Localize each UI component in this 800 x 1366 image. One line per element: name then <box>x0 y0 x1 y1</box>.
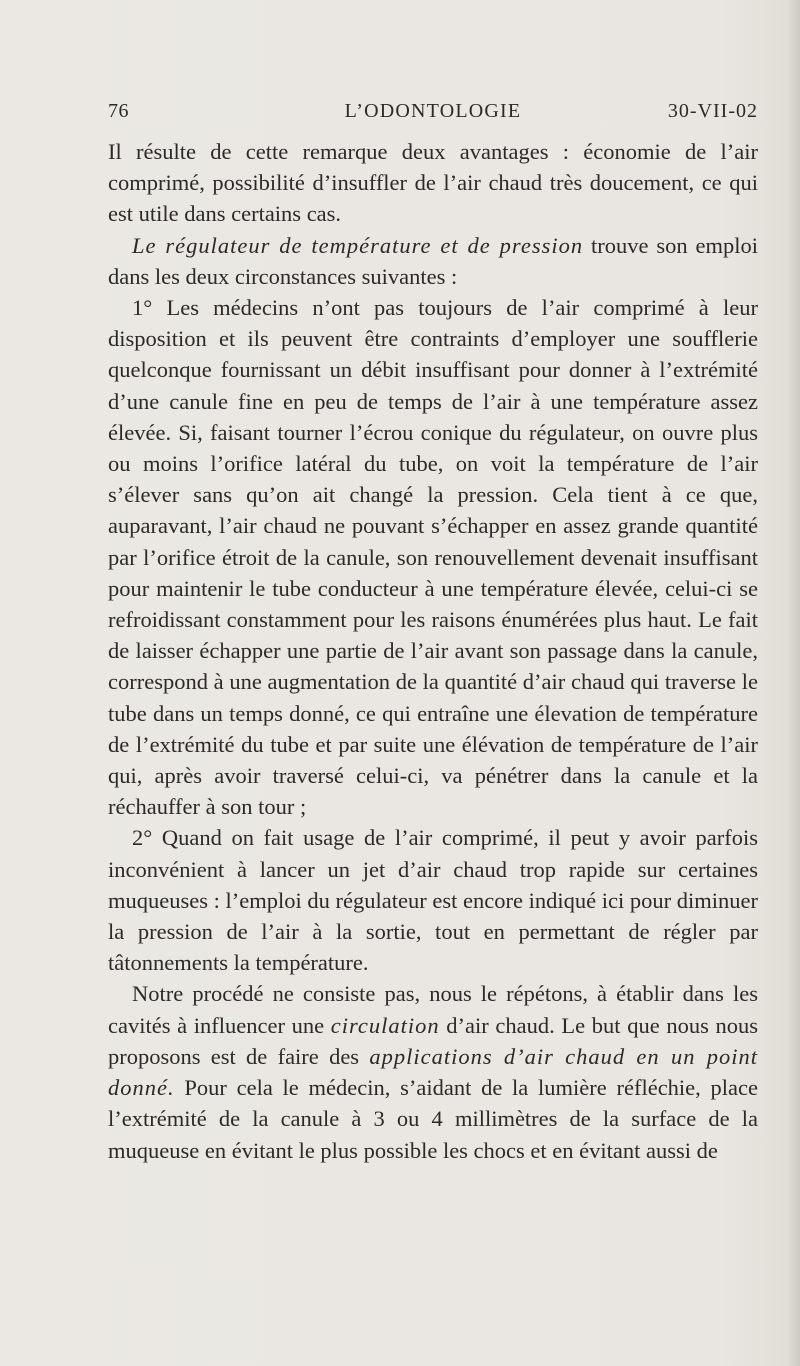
italic-segment: circulation <box>330 1012 440 1038</box>
issue-date: 30-VII-02 <box>667 100 758 122</box>
italic-segment: applications d’air chaud en un point donné. <box>108 1043 758 1101</box>
journal-title: L’ODONTOLOGIE <box>344 100 522 122</box>
text-segment: d’air chaud. Le but que nous nous proposons est de faire des <box>108 1012 759 1069</box>
paragraph-case-2 <box>108 822 758 978</box>
text-segment: 1° Les médecins n’ont pas toujours de l’air comprimé à leur disposition et ils peuvent être contraints d’employer une soufflerie quelconque fournissant un débit insuffisant pour donner à l’extrémité d’une canule fine en peu de temps de l’air à une température assez élevée. Si, faisant tourner l’écrou conique du régulateur, on ouvre plus ou moins l’orifice latéral du tube, on voit la température de l’air s’élever sans qu’on ait changé la pression. Cela tient à ce que, auparavant, l’air chaud ne pouvant s’échapper en assez grande quantité par l’orifice étroit de la canule, son renouvellement devenait insuffisant pour maintenir le tube conducteur à une température élevée, celui-ci se refroidissant constamment pour les raisons énumérées plus haut. Le fait de laisser échapper une partie de l’air avant son passage dans la canule, correspond à une augmentation de la quantité d’air chaud qui traverse le tube dans un temps donné, ce qui entraîne une élevation de température de l’extrémité du tube et par suite une élévation de température de l’air qui, après avoir traversé celui-ci, va pénétrer dans la canule et la réchauffer à son tour ; <box>108 295 758 820</box>
text-segment: trouve son emploi dans les deux circonstances suivantes : <box>108 232 758 289</box>
running-head <box>108 100 758 130</box>
text-segment: Pour cela le médecin, s’aidant de la lumière réfléchie, place l’extrémité de la canule à 3 ou 4 millimètres de la surface de la muqueuse en évitant le plus possible les chocs et en évitant aussi de <box>108 1075 758 1163</box>
text-segment: Il résulte de cette remarque deux avantages : économie de l’air comprimé, possibilité d’insuffler de l’air chaud très doucement, ce qui est utile dans certains cas. <box>108 139 758 227</box>
paragraph-continuation <box>108 136 758 230</box>
page-number: 76 <box>108 100 129 122</box>
paragraph-regulator-intro <box>108 230 758 292</box>
text-segment: Notre procédé ne consiste pas, nous le répétons, à établir dans les cavités à influencer une <box>108 981 758 1038</box>
page-edge-shadow <box>786 0 800 1366</box>
paragraph-case-1 <box>108 292 758 822</box>
paragraph-procedure <box>108 978 758 1165</box>
text-segment: 2° Quand on fait usage de l’air comprimé, il peut y avoir parfois inconvénient à lancer un jet d’air chaud trop rapide sur certaines muqueuses : l’emploi du régulateur est encore indiqué ici pour diminuer la pression de l’air à la sortie, tout en permettant de régler par tâtonnements la température. <box>108 825 758 976</box>
body-text <box>108 136 758 1166</box>
italic-segment: Le régulateur de température et de pression <box>132 232 584 258</box>
